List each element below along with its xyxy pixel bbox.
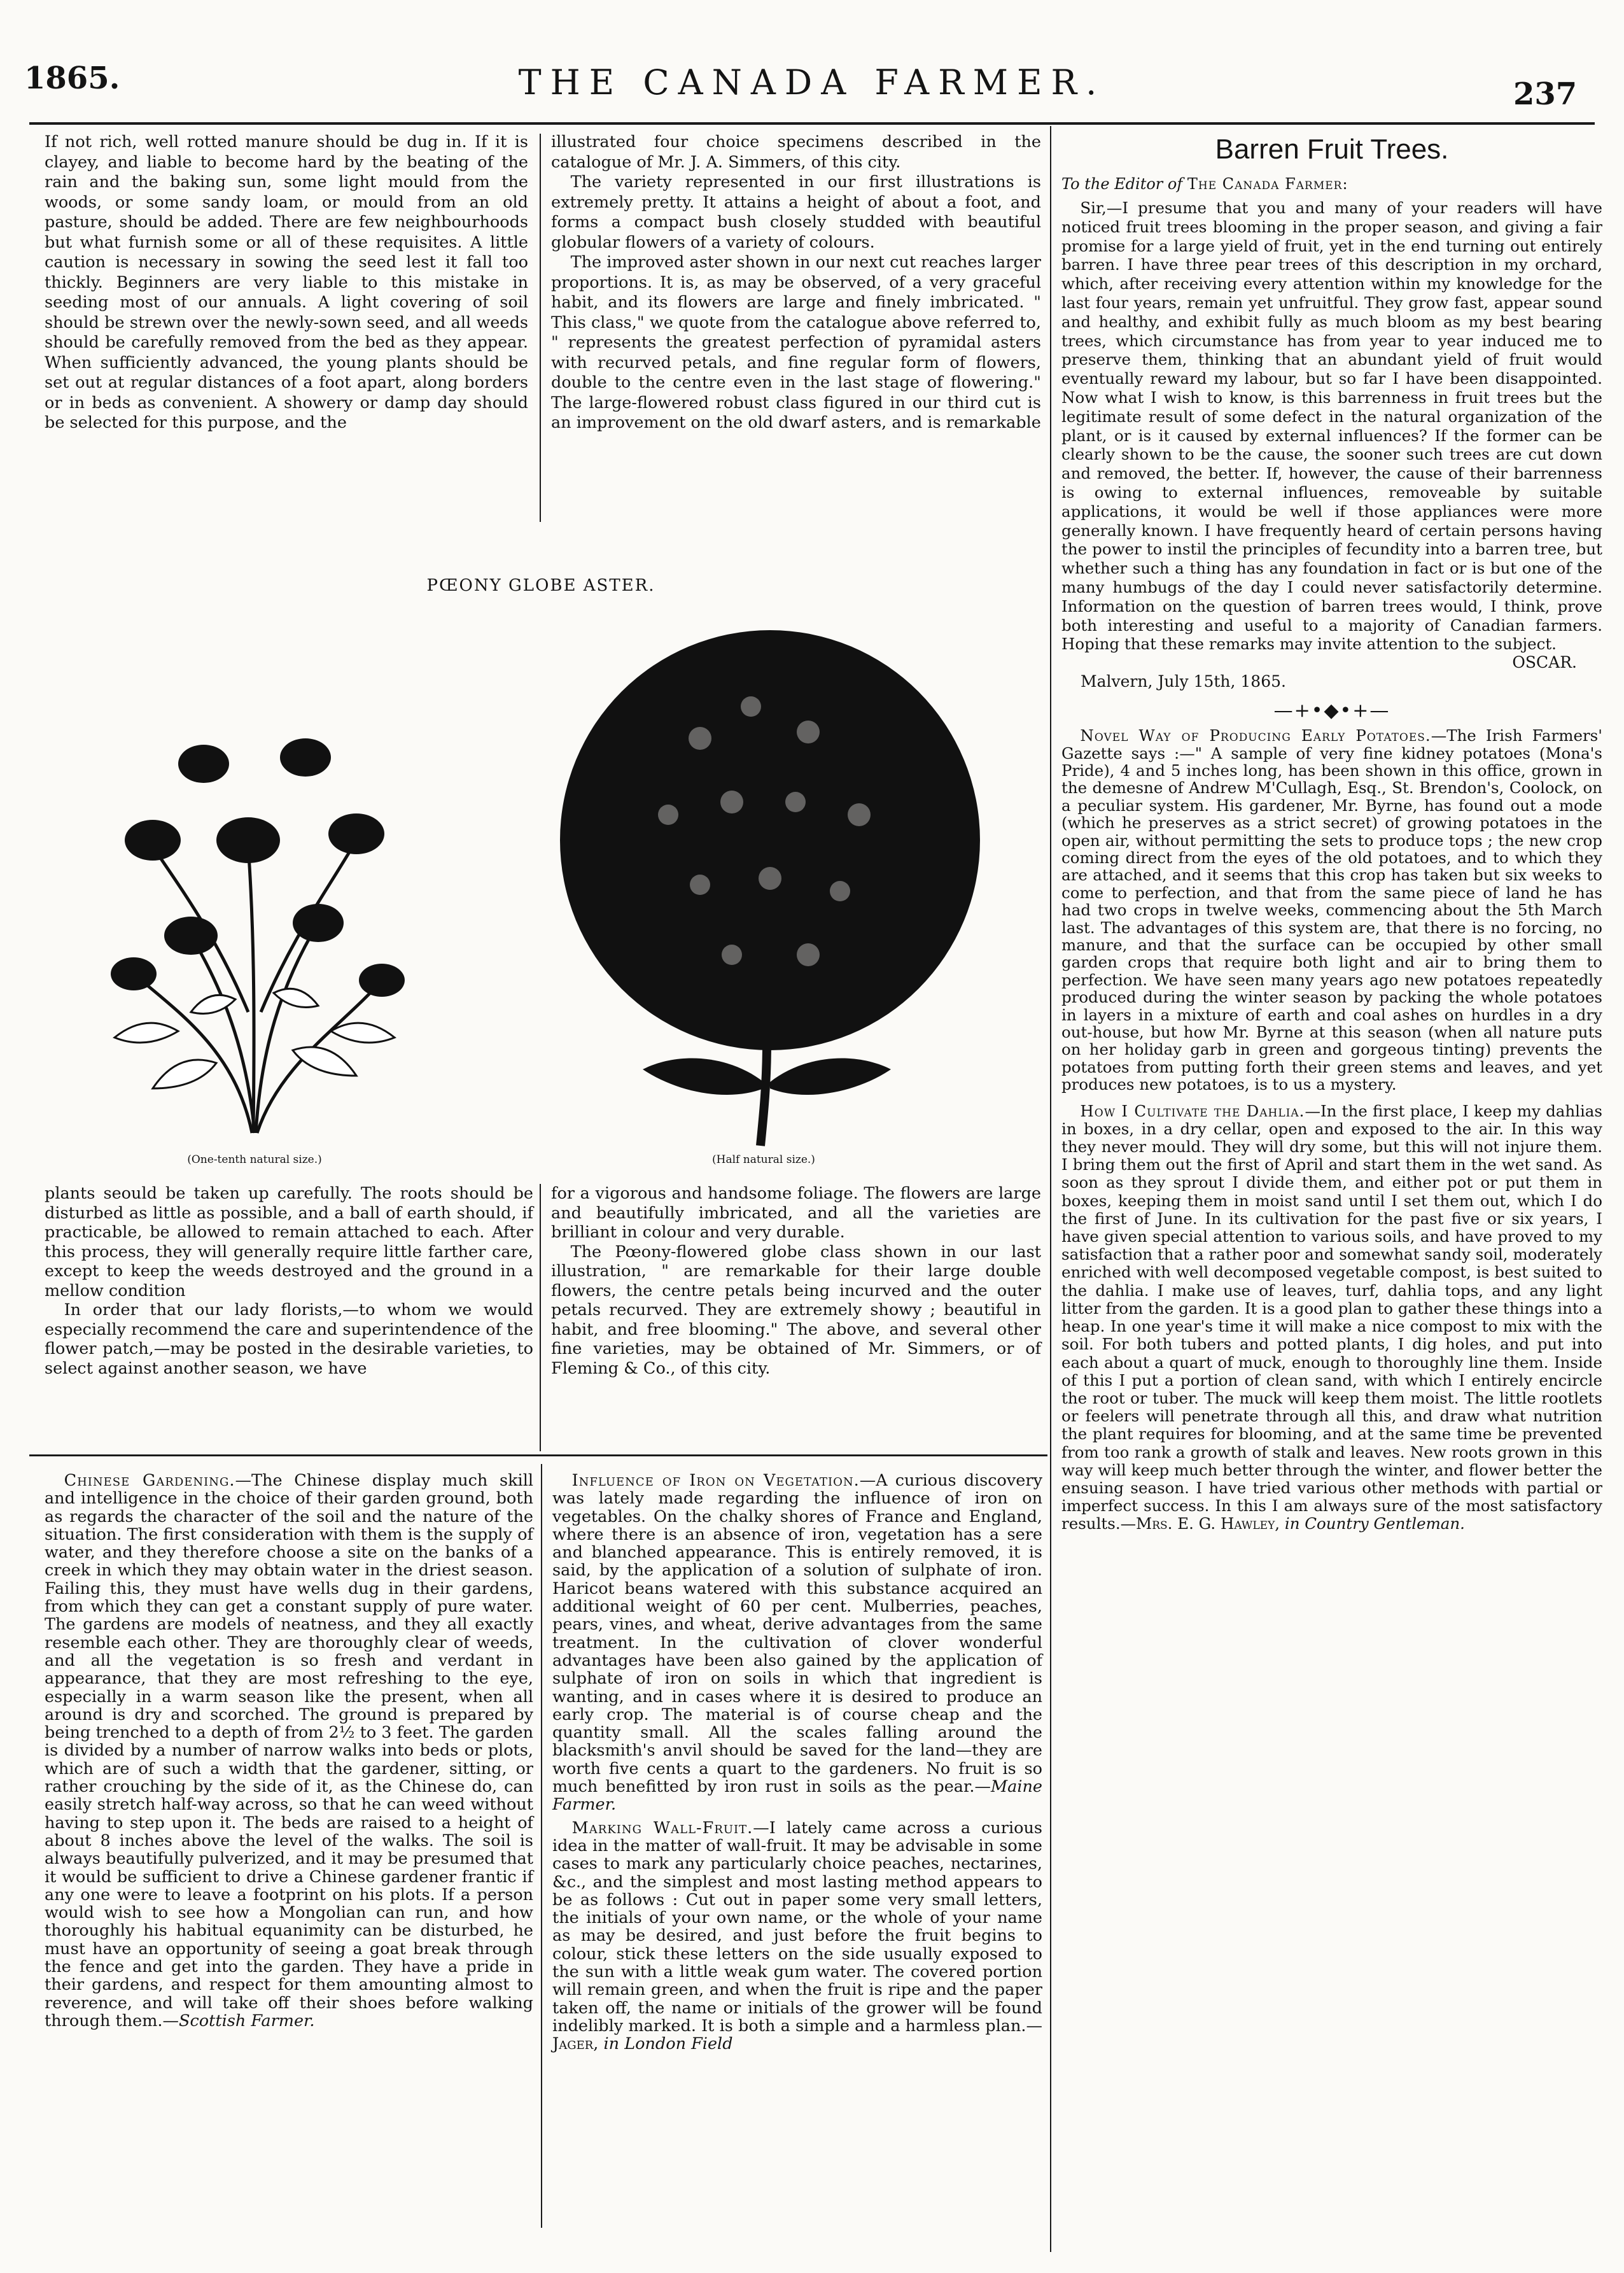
paragraph: The variety represented in our first illustrations is extremely pretty. It attains a height of about a foot, and forms a compact bush closely studded with beautiful globular flowers of a variety of colours. [551, 172, 1041, 252]
paragraph: illustrated four choice specimens described in the catalogue of Mr. J. A. Simmers, of this city. [551, 132, 1041, 172]
salutation-suffix: : [1342, 175, 1348, 193]
column-rule-bottom [541, 1464, 542, 2228]
wall-fruit-title: Marking Wall-Fruit. [571, 1818, 753, 1838]
page-number: 237 [1513, 76, 1578, 112]
dahlia-article [1061, 1102, 1602, 1533]
iron-text: —A curious discovery was lately made regarding the influence of iron on vegetables. On the chalky shores of France and England, where there is an absence of iron, vegetation has a sere and blanched appearance. This is entirely removed, it is said, by the application of a solution of sulphate of iron. Haricot beans watered with this substance acquired an additional weight of 60 per cent. Mulberries, peaches, pears, vines, and wheat, derive advantages from the same treatment. In the cultivation of clover wonderful advantages have been also gained by the application of sulphate of iron on soils in which that ingredient is wanting, and in cases where it is desired to produce an early crop. The material is of course cheap and the quantity small. All the scales falling around the blacksmith's anvil should be saved for the land—they are worth five cents a quart to the gardeners. No fruit is so much benefitted by iron rust in soils as the pear.— [552, 1471, 1042, 1797]
dahlia-text: —In the first place, I keep my dahlias in boxes, in a dry cellar, open and exposed to the air. In this way they never mould. They will dry some, but this will not injure them. I bring them out the first of April and start them in the wet sand. As soon as they sprout I divide them, and either pot or put them in boxes, keeping them in moist sand until I set them out, which I do the first of June. In its cultivation for the past five or six years, I have given special attention to various soils, and have proved to my satisfaction that a rather poor and somewhat sandy soil, moderately enriched with well decomposed vegetable compost, is best suited to the dahlia. I make use of leaves, turf, dahlia tops, and any light litter from the garden. It is a good plan to gather these things into a heap. In one year's time it will make a nice compost to mix with the soil. For both tubers and potted plants, I dig holes, and put into each about a quart of muck, enough to thoroughly line them. Inside of this I put a portion of clean sand, with which I entirely encircle the root or tuber. The muck will keep them moist. The little rootlets or feelers will penetrate through all this, and draw what nutrition the plant requires for blooming, and at the same time be prevented from too rank a growth of stalk and leaves. New roots grown in this way will keep much better through the winter, and flower better the ensuing season. I have tried various other methods with partial or imperfect success. In this I am always sure of the most satisfactory results.— [1061, 1101, 1602, 1533]
wall-fruit-article [552, 1819, 1042, 2053]
dahlia-signature: Mrs. E. G. Hawley, [1136, 1514, 1280, 1533]
masthead-title: THE CANADA FARMER. [518, 62, 1106, 102]
chinese-gardening-source: Scottish Farmer. [179, 2011, 315, 2030]
paragraph: If not rich, well rotted manure should be dug in. If it is clayey, and liable to become hard by the beating of the rain and the baking sun, some light mould from the woods, or some sandy loam, or mould from an old pasture, should be added. There are few neighbourhoods but what furnish some or all of these requisites. A little caution is necessary in sowing the seed lest it fall too thickly. Beginners are very liable to this mistake in seeding most of our annuals. A light covering of soil should be strewn over the newly-sown seed, and all weeds should be carefully removed from the bed as they appear. When sufficiently advanced, the young plants should be set out at regular distances of a foot apart, along borders or in beds as convenient. A showery or damp day should be selected for this purpose, and the [45, 132, 528, 432]
letter-place-date: Malvern, July 15th, 1865. [1081, 672, 1286, 691]
paragraph: plants seould be taken up carefully. The roots should be disturbed as little as possible, and a ball of earth should, if practicable, be allowed to remain attached to each. After this process, they will generally require little farther care, except to keep the weeds destroyed and the ground in a mellow condition [45, 1184, 533, 1300]
potatoes-text: —The Irish Farmers' Gazette says :—" A sample of very fine kidney potatoes (Mona's Pride), 4 and 5 inches long, has been shown in this office, grown in the demesne of Andrew M'Cullagh, Esq., St. Brendon's, Coolock, on a peculiar system. His gardener, Mr. Byrne, has found out a mode (which he preserves as a strict secret) of growing potatoes in the open air, without permitting the sets to produce tops ; the new crop coming direct from the eyes of the old potatoes, and to which they are attached, and it seems that this crop has taken but six weeks to come to perfection, and that from the same piece of land he has had two crops in twelve weeks, commencing about the 5th March last. The advantages of this system are, that there is no forcing, no manure, and that the surface can be occupied by other small garden crops that require both light and air to bring them to perfection. We have seen many years ago new potatoes repeatedly produced during the winter season by packing the whole potatoes in layers in a mixture of earth and coal ashes on hurdles in a dry out-house, but how Mr. Byrne at this season (when all nature puts on her holiday garb in green and gorgeous tinting) prevents the potatoes from putting forth their green stems and leaves, and yet produces new potatoes, is to us a mystery. [1061, 726, 1602, 1094]
right-column [1061, 134, 1602, 1533]
chinese-gardening-title: Chinese Gardening. [64, 1471, 235, 1490]
figure-title: PŒONY GLOBE ASTER. [426, 576, 655, 595]
salutation-paper: The Canada Farmer [1187, 175, 1343, 193]
caption-left: (One-tenth natural size.) [187, 1153, 322, 1166]
column-rule-1-top [540, 134, 541, 522]
wall-fruit-source: in London Field [603, 2034, 733, 2054]
ornament-divider: —+•◆•+— [1273, 700, 1390, 722]
article-heading: Barren Fruit Trees. [1215, 134, 1449, 165]
iron-source: Maine Farmer. [552, 1777, 1042, 1815]
globe-aster-illustration [541, 611, 999, 1152]
article-mid-col1 [45, 1184, 533, 1378]
column-rule-1-mid [540, 1184, 541, 1451]
article-top-col1 [45, 132, 528, 433]
wall-fruit-signature: Jager, [552, 2034, 599, 2054]
chinese-gardening-text: —The Chinese display much skill and intelligence in the choice of their garden ground, both as regards the character of the soil and the nature of the situation. The first consideration with them is the supply of water, and they therefore choose a site on the banks of a creek in which they may obtain water in the driest season. Failing this, they must have wells dug in their gardens, from which they can get a constant supply of pure water. The gardens are models of neatness, and they all exactly resemble each other. They are thoroughly clear of weeds, and all the vegetation is so fresh and verdant in appearance, that they are most refreshing to the eye, especially in a warm season like the present, when all around is dry and scorched. The ground is prepared by being trenched to a depth of from 2½ to 3 feet. The garden is divided by a number of narrow walks into beds or plots, which are of such a width that the gardener, sitting, or rather crouching by the side of it, as the Chinese do, can easily stretch half-way across, so that he can weed without having to step upon it. The beds are raised to a height of about 8 inches above the level of the walks. The soil is always beautifully pulverized, and it may be presumed that it would be sufficient to drive a Chinese gardener frantic if any one were to leave a footprint on his plots. If a person would wish to see how a Mongolian can run, and how thoroughly his habitual equanimity can be disturbed, he must have an opportunity of seeing a goat break through the fence and get into the garden. They have a pride in their gardens, and respect for them amounting almost to reverence, and will take off their shoes before walking through them.— [45, 1471, 534, 2030]
dahlia-title: How I Cultivate the Dahlia. [1080, 1101, 1305, 1120]
iron-article [552, 1472, 1042, 1814]
chinese-gardening-article [45, 1472, 533, 2030]
paragraph: The improved aster shown in our next cut reaches larger proportions. It is, as may be observed, of a very graceful habit, and its flowers are large and finely imbricated. " This class," we quote from the catalogue above referred to, " represents the greatest perfection of pyramidal asters with recurved petals, and fine regular form of flowers, double to the centre even in the last stage of flowering." The large-flowered robust class figured in our third cut is an improvement on the old dwarf asters, and is remarkable [551, 253, 1041, 432]
letter-signature: OSCAR. [1512, 653, 1577, 672]
section-rule [29, 1454, 1047, 1456]
bottom-middle-column [552, 1472, 1042, 2053]
paragraph: The Pœony-flowered globe class shown in our last illustration, " are remarkable for their large double flowers, the centre petals being incurved and the outer petals recurved. They are extremely showy ; beautiful in habit, and free blooming." The above, and several other fine varieties, may be obtained of Mr. Simmers, or of Fleming & Co., of this city. [551, 1242, 1041, 1378]
potatoes-title: Novel Way of Producing Early Potatoes. [1080, 726, 1431, 745]
dahlia-source: in Country Gentleman. [1284, 1514, 1465, 1533]
column-rule-right [1050, 126, 1051, 2252]
paragraph: for a vigorous and handsome foliage. The flowers are large and beautifully imbricated, and all the varieties are brilliant in colour and very durable. [551, 1184, 1041, 1242]
paragraph [45, 1472, 533, 2030]
salutation [1061, 174, 1602, 194]
article-top-col2 [551, 132, 1041, 433]
salutation-prefix: To the Editor of [1061, 175, 1183, 193]
paragraph: In order that our lady florists,—to whom we would especially recommend the care and superintendence of the flower patch,—may be posted in the desirable varieties, to select against another season, we have [45, 1300, 533, 1378]
letter-body: Sir,—I presume that you and many of your readers will have noticed fruit trees blooming in the proper season, and giving a fair promise for a large yield of fruit, yet in the end turning out entirely barren. I have three pear trees of this description in my orchard, which, after receiving every attention within my knowledge for the last four years, remain yet unfruitful. They grow fast, appear sound and healthy, and exhibit fully as much bloom as my best bearing trees, which circumstance has from year to year induced me to preserve them, thinking that an abundant yield of fruit would eventually reward my labour, but so far I have been disappointed. Now what I wish to know, is this barrenness in fruit trees but the legitimate result of some defect in the natural organization of the plant, or is it caused by external influences? If the former can be clearly shown to be the cause, the sooner such trees are cut down and removed, the better. If, however, the cause of their barrenness is owing to external influences, removeable by suitable applications, it would be well if those appliances were more generally known. I have frequently heard of certain persons having the power to instil the principles of fecundity into a barren tree, but whether such a thing has any foundation in fact or is but one of the many humbugs of the day I could never satisfactorily determine. Information on the question of barren trees would, I think, prove both interesting and useful to a majority of Canadian farmers. Hoping that these remarks may invite attention to the subject. [1061, 199, 1602, 654]
potatoes-article [1061, 727, 1602, 1094]
article-mid-col2 [551, 1184, 1041, 1378]
aster-bush-illustration [76, 694, 433, 1139]
header-rule [29, 122, 1595, 125]
iron-title: Influence of Iron on Vegetation. [571, 1471, 860, 1490]
header-year: 1865. [24, 60, 120, 96]
caption-right: (Half natural size.) [712, 1153, 815, 1166]
wall-fruit-text: —I lately came across a curious idea in the matter of wall-fruit. It may be advisable in some cases to mark any particularly choice peaches, nectarines, &c., and the simplest and most lasting method appears to be as follows : Cut out in paper some very small letters, the initials of your own name, or the whole of your name as may be desired, and just before the fruit begins to colour, stick these letters on the side usually exposed to the sun with a little weak gum water. The covered portion will remain green, and when the fruit is ripe and the paper taken off, the name or initials of the grower will be found indelibly marked. It is both a simple and a harmless plan.— [552, 1818, 1042, 2036]
